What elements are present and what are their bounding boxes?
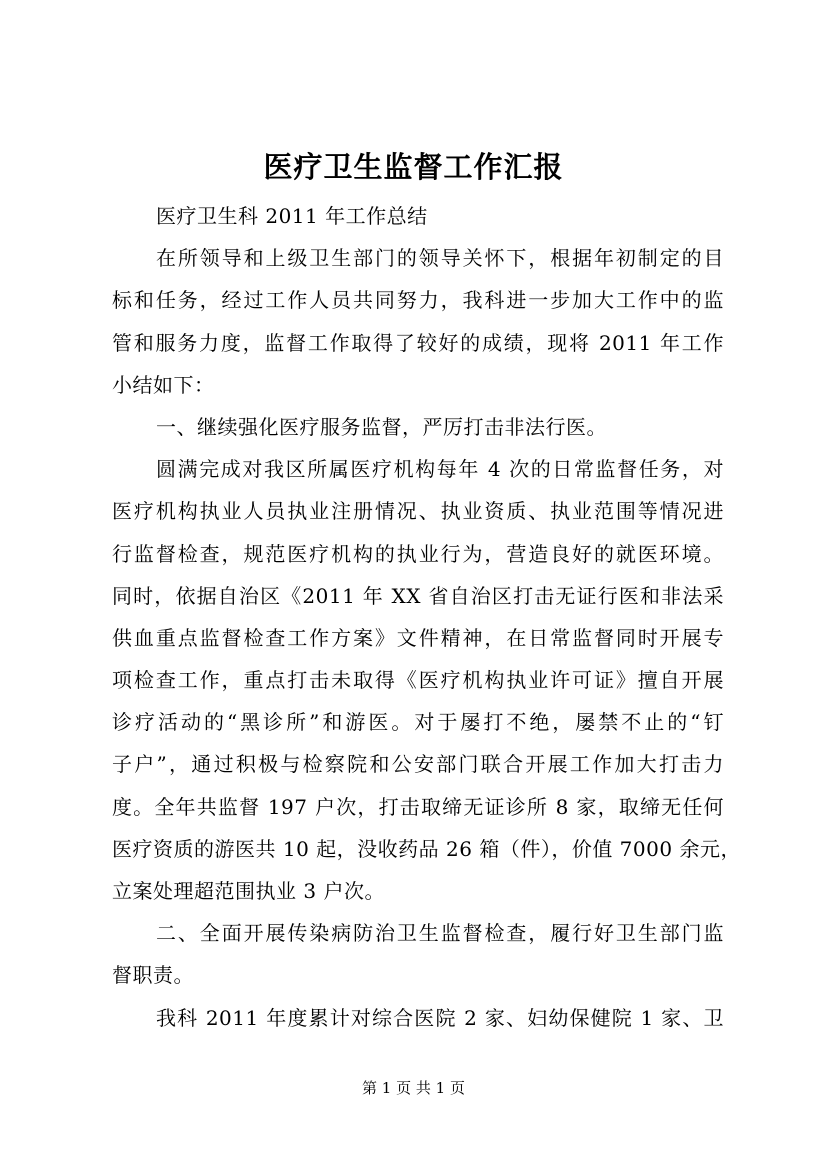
paragraph-line: 诊疗活动的“黑诊所”和游医。对于屡打不绝，屡禁不止的“钉 — [112, 710, 724, 735]
section-heading: 督职责。 — [112, 963, 194, 988]
paragraph-line: 立案处理超范围执业 3 户次。 — [112, 879, 385, 903]
paragraph-line: 行监督检查，规范医疗机构的执业行为，营造良好的就医环境。 — [112, 541, 724, 566]
paragraph-line: 医疗资质的游医共 10 起，没收药品 26 箱（件），价值 7000 余元， — [112, 836, 741, 861]
paragraph-line: 在所领导和上级卫生部门的领导关怀下，根据年初制定的目 — [156, 246, 724, 271]
document-title: 医疗卫生监督工作汇报 — [263, 150, 564, 184]
paragraph-line: 子户”，通过积极与检察院和公安部门联合开展工作加大打击力 — [112, 752, 724, 777]
paragraph-line: 管和服务力度，监督工作取得了较好的成绩，现将 2011 年工作 — [112, 330, 724, 355]
paragraph-line: 供血重点监督检查工作方案》文件精神，在日常监督同时开展专 — [112, 625, 724, 650]
subtitle-line: 医疗卫生科 2011 年工作总结 — [156, 204, 428, 228]
section-heading: 二、全面开展传染病防治卫生监督检查，履行好卫生部门监 — [156, 921, 724, 946]
paragraph-line: 同时，依据自治区《2011 年 XX 省自治区打击无证行医和非法采 — [112, 583, 724, 608]
section-heading: 一、继续强化医疗服务监督，严厉打击非法行医。 — [156, 414, 607, 439]
paragraph-line: 项检查工作，重点打击未取得《医疗机构执业许可证》擅自开展 — [112, 668, 724, 693]
document-body — [112, 195, 741, 1039]
page-footer: 第 1 页 共 1 页 — [362, 1079, 465, 1097]
paragraph-line: 医疗机构执业人员执业注册情况、执业资质、执业范围等情况进 — [112, 499, 724, 524]
paragraph-line: 我科 2011 年度累计对综合医院 2 家、妇幼保健院 1 家、卫 — [156, 1005, 724, 1030]
paragraph-line: 小结如下： — [112, 372, 215, 397]
paragraph-line: 度。全年共监督 197 户次，打击取缔无证诊所 8 家，取缔无任何 — [112, 794, 724, 819]
paragraph-line: 圆满完成对我区所属医疗机构每年 4 次的日常监督任务，对 — [156, 457, 724, 482]
paragraph-line: 标和任务，经过工作人员共同努力，我科进一步加大工作中的监 — [112, 288, 724, 313]
